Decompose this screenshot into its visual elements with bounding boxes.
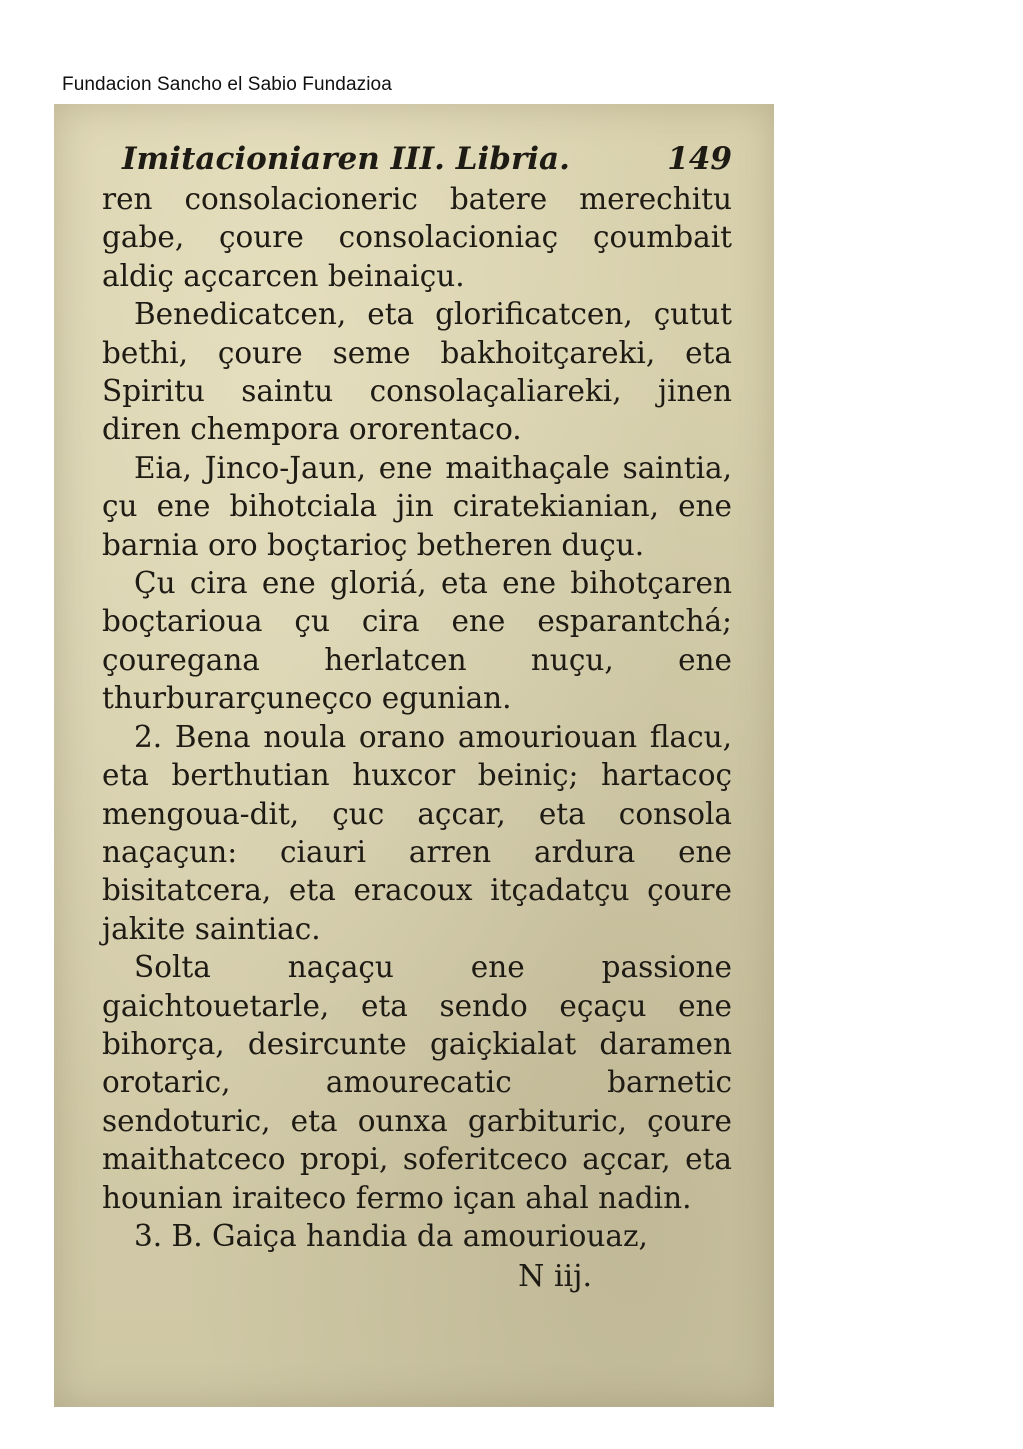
signature-mark: N iij. — [518, 1259, 592, 1295]
paragraph-1: ren consolacioneric batere merechitu gabe, çoure consolacioniaç çoumbait aldiç açcarcen beinaiçu. — [102, 182, 732, 293]
scanned-page — [54, 104, 774, 1407]
paragraph-2: Benedicatcen, eta glorificatcen, çutut bethi, çoure seme bakhoitçareki, eta Spiritu saintu consolaçaliareki, jinen diren chempora ororentaco. — [102, 297, 732, 447]
paragraph-6: Solta naçaçu ene passione gaichtouetarle, eta sendo eçaçu ene bihorça, desircunte gaiçkialat daramen orotaric, amourecatic barnetic sendoturic, eta ounxa garbituric, çoure maithatceco propi, soferitceco açcar, eta hounian iraiteco fermo içan ahal nadin. — [102, 950, 732, 1215]
paragraph-3: Eia, Jinco-Jaun, ene maithaçale saintia, çu ene bihotciala jin ciratekianian, ene barnia oro boçtarioç betheren duçu. — [102, 450, 732, 562]
watermark-text: Fundacion Sancho el Sabio Fundazioa — [62, 74, 392, 95]
running-head — [122, 140, 732, 178]
paragraph-4: Çu cira ene gloriá, eta ene bihotçaren boçtarioua çu cira ene esparantchá; çouregana herlatcen nuçu, ene thurburarçuneçco egunian. — [102, 566, 732, 716]
paragraph-7: 3. B. Gaiça handia da amouriouaz, — [134, 1218, 648, 1253]
page-text-block — [102, 140, 732, 1295]
paragraph-5: 2. Bena noula orano amouriouan flacu, eta berthutian huxcor beiniç; hartacoç mengoua-dit, çuc açcar, eta consola naçaçun: ciauri arren ardura ene bisitatcera, eta eracoux itçadatçu çoure jakite saintiac. — [102, 719, 732, 946]
running-title: Imitacioniaren III. Libria. — [122, 141, 570, 177]
page-number: 149 — [667, 141, 732, 177]
